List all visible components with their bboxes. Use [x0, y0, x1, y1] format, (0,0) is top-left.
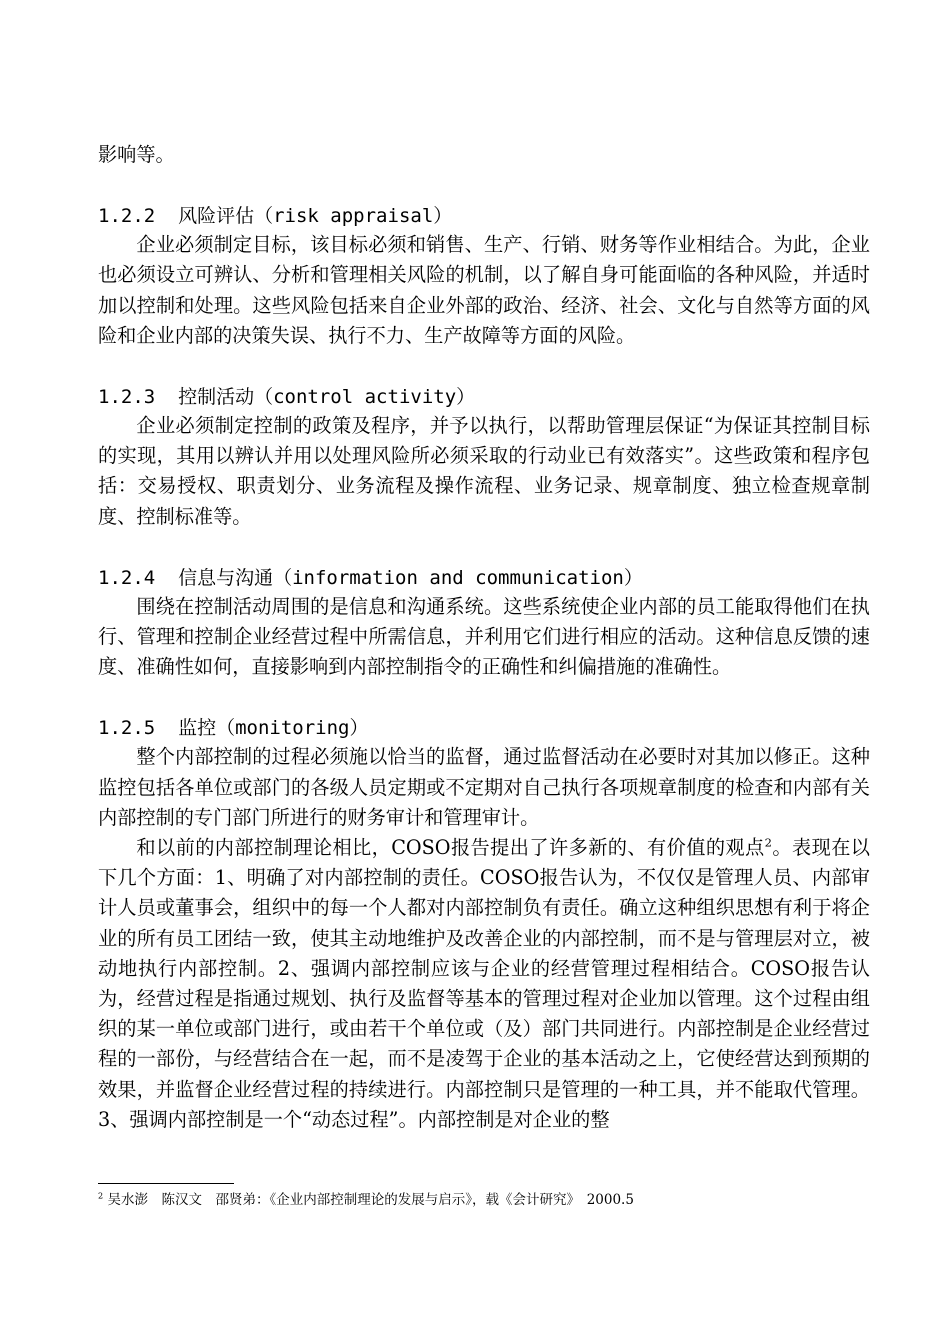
section-title-en: （risk appraisal）	[254, 205, 453, 228]
footnote-marker: 2	[98, 1190, 104, 1201]
section-title-zh: 控制活动	[178, 386, 255, 409]
continuation-text: 影响等。	[98, 143, 175, 166]
section-title-en: （control activity）	[254, 386, 476, 409]
section-gap	[98, 351, 870, 383]
section-paragraph: 企业必须制定目标，该目标必须和销售、生产、行销、财务等作业相结合。为此，企业也必须设立可辨认、分析和管理相关风险的机制，以了解自身可能面临的各种风险，并适时加以控制和处理。这些风险包括来自企业外部的政治、经济、社会、文化与自然等方面的风险和企业内部的决策失误、执行不力、生产故障等方面的风险。	[98, 233, 870, 347]
section-information-communication	[98, 564, 870, 683]
section-heading	[98, 564, 870, 592]
section-title-zh: 风险评估	[178, 205, 255, 228]
section-gap	[98, 170, 870, 202]
section-paragraph: 企业必须制定控制的政策及程序，并予以执行，以帮助管理层保证“为保证其控制目标的实现，其用以辨认并用以处理风险所必须采取的行动业已有效落实”。这些政策和程序包括：交易授权、职责划分、业务流程及操作流程、业务记录、规章制度、独立检查规章制度、控制标准等。	[98, 414, 870, 528]
section-number: 1.2.2	[98, 205, 156, 228]
footnote	[98, 1190, 634, 1210]
coso-text-start: 和以前的内部控制理论相比，COSO报告提出了许多新的、有价值的观点	[136, 836, 765, 860]
coso-text-rest: 。表现在以下几个方面：1、明确了对内部控制的责任。COSO报告认为，不仅仅是管理人员、内部审计人员或董事会，组织中的每一个人都对内部控制负有责任。确立这种组织思想有利于将企业的所有员工团结一致，使其主动地维护及改善企业的内部控制，而不是与管理层对立，被动地执行内部控制。2、强调内部控制应该与企业的经营管理过程相结合。COSO报告认为，经营过程是指通过规划、执行及监督等基本的管理过程对企业加以管理。这个过程由组织的某一单位或部门进行，或由若干个单位或（及）部门共同进行。内部控制是企业经营过程的一部份，与经营结合在一起，而不是凌驾于企业的基本活动之上，它使经营达到预期的效果，并监督企业经营过程的持续进行。内部控制只是管理的一种工具，并不能取代管理。3、强调内部控制是一个“动态过程”。内部控制是对企业的整	[98, 836, 870, 1131]
section-number: 1.2.3	[98, 386, 156, 409]
footnote-divider	[98, 1183, 234, 1184]
footnote-text: 吴水澎 陈汉文 邵贤弟：《企业内部控制理论的发展与启示》，载《会计研究》 2000.5	[107, 1192, 634, 1208]
section-title-zh: 监控	[178, 717, 217, 740]
section-gap	[98, 682, 870, 714]
section-title-en: （information and communication）	[273, 566, 643, 589]
section-monitoring	[98, 714, 870, 833]
section-number: 1.2.5	[98, 717, 156, 740]
document-page	[98, 140, 870, 1135]
section-gap	[98, 532, 870, 564]
footnote-reference[interactable]: 2	[764, 835, 772, 850]
section-control-activity	[98, 383, 870, 532]
section-heading	[98, 383, 870, 411]
section-title-zh: 信息与沟通	[178, 566, 274, 589]
section-heading	[98, 202, 870, 230]
section-heading	[98, 714, 870, 742]
section-title-en: （monitoring）	[216, 717, 369, 740]
coso-paragraph	[98, 833, 870, 1135]
section-risk-appraisal	[98, 202, 870, 351]
section-number: 1.2.4	[98, 566, 156, 589]
section-paragraph: 整个内部控制的过程必须施以恰当的监督，通过监督活动在必要时对其加以修正。这种监控包括各单位或部门的各级人员定期或不定期对自己执行各项规章制度的检查和内部有关内部控制的专门部门所进行的财务审计和管理审计。	[98, 745, 870, 829]
section-paragraph: 围绕在控制活动周围的是信息和沟通系统。这些系统使企业内部的员工能取得他们在执行、管理和控制企业经营过程中所需信息，并利用它们进行相应的活动。这种信息反馈的速度、准确性如何，直接影响到内部控制指令的正确性和纠偏措施的准确性。	[98, 594, 870, 679]
